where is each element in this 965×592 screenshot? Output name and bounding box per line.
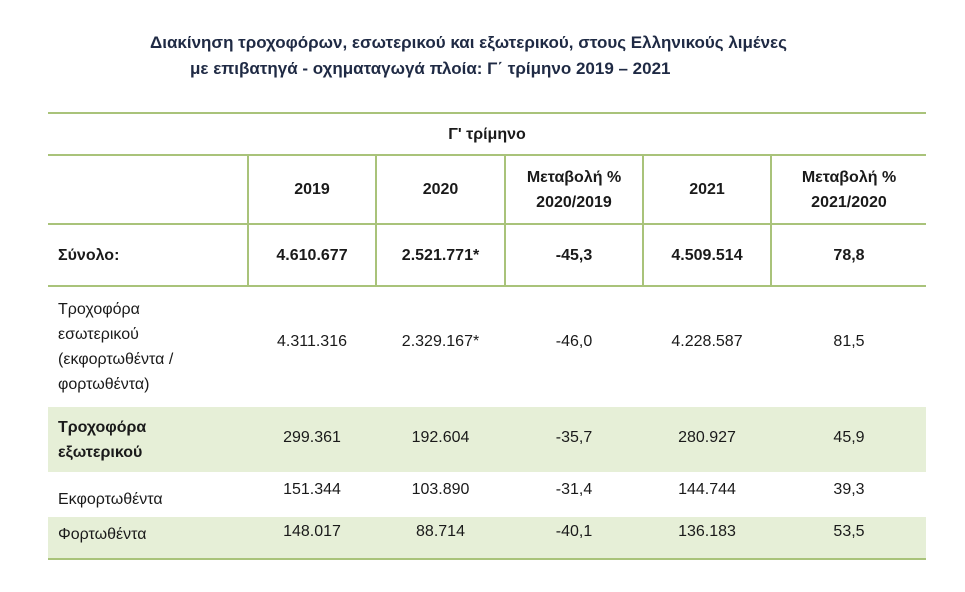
unloaded-2020: 103.890 — [411, 480, 470, 498]
loaded-2020: 88.714 — [416, 522, 465, 540]
table-title — [150, 30, 910, 82]
total-2020: 2.521.771* — [401, 246, 480, 264]
row-label-domestic-line-1: Τροχοφόρα — [58, 301, 140, 318]
loaded-2021: 136.183 — [678, 522, 736, 540]
row-label-external-line-2: εξωτερικού — [58, 443, 143, 461]
row-label-external-line-1: Τροχοφόρα — [58, 418, 147, 436]
row-label-domestic-line-2: εσωτερικού — [58, 326, 139, 343]
domestic-2020: 2.329.167* — [401, 332, 480, 350]
total-change-2020: -45,3 — [555, 246, 593, 264]
external-2019: 299.361 — [283, 428, 341, 446]
row-label-domestic-line-3: (εκφορτωθέντα / — [58, 351, 174, 368]
col-header-change-2021-2020: Μεταβολή % 2021/2020 — [801, 168, 897, 211]
unloaded-2021: 144.744 — [678, 480, 736, 498]
title-line-1: Διακίνηση τροχοφόρων, εσωτερικού και εξωτερικού, στους Ελληνικούς λιμένες — [150, 33, 787, 52]
row-label-unloaded: Εκφορτωθέντα — [58, 490, 163, 508]
row-label-loaded: Φορτωθέντα — [58, 525, 147, 543]
row-label-domestic-line-4: φορτωθέντα) — [58, 376, 150, 393]
col-header-2021: 2021 — [689, 181, 725, 198]
external-2021: 280.927 — [678, 428, 736, 446]
total-2019: 4.610.677 — [276, 246, 348, 264]
unloaded-change-2020: -31,4 — [555, 480, 593, 498]
group-header: Γ' τρίμηνο — [448, 125, 526, 143]
external-change-2021: 45,9 — [833, 428, 865, 446]
row-label-domestic — [48, 288, 247, 406]
domestic-2019: 4.311.316 — [277, 332, 347, 350]
total-change-2021: 78,8 — [833, 246, 865, 264]
external-2020: 192.604 — [411, 428, 470, 446]
external-change-2020: -35,7 — [555, 428, 593, 446]
title-line-2: με επιβατηγά - οχηματαγωγά πλοία: Γ΄ τρίμηνο 2019 – 2021 — [190, 59, 671, 78]
total-2021: 4.509.514 — [671, 246, 743, 264]
loaded-2019: 148.017 — [283, 522, 341, 540]
domestic-2021: 4.228.587 — [671, 332, 743, 350]
loaded-change-2020: -40,1 — [555, 522, 593, 540]
col-header-change-2020-2019: Μεταβολή % 2020/2019 — [526, 168, 622, 211]
rule-bottom — [48, 558, 926, 560]
row-label-external — [48, 407, 247, 472]
rule-total — [48, 285, 926, 287]
loaded-change-2021: 53,5 — [833, 522, 865, 540]
domestic-change-2021: 81,5 — [833, 332, 865, 350]
col-header-2020: 2020 — [422, 181, 459, 198]
unloaded-change-2021: 39,3 — [833, 480, 865, 498]
row-label-total: Σύνολο: — [58, 246, 120, 264]
unloaded-2019: 151.344 — [283, 480, 341, 498]
domestic-change-2020: -46,0 — [555, 332, 593, 350]
col-header-2019: 2019 — [294, 181, 330, 198]
